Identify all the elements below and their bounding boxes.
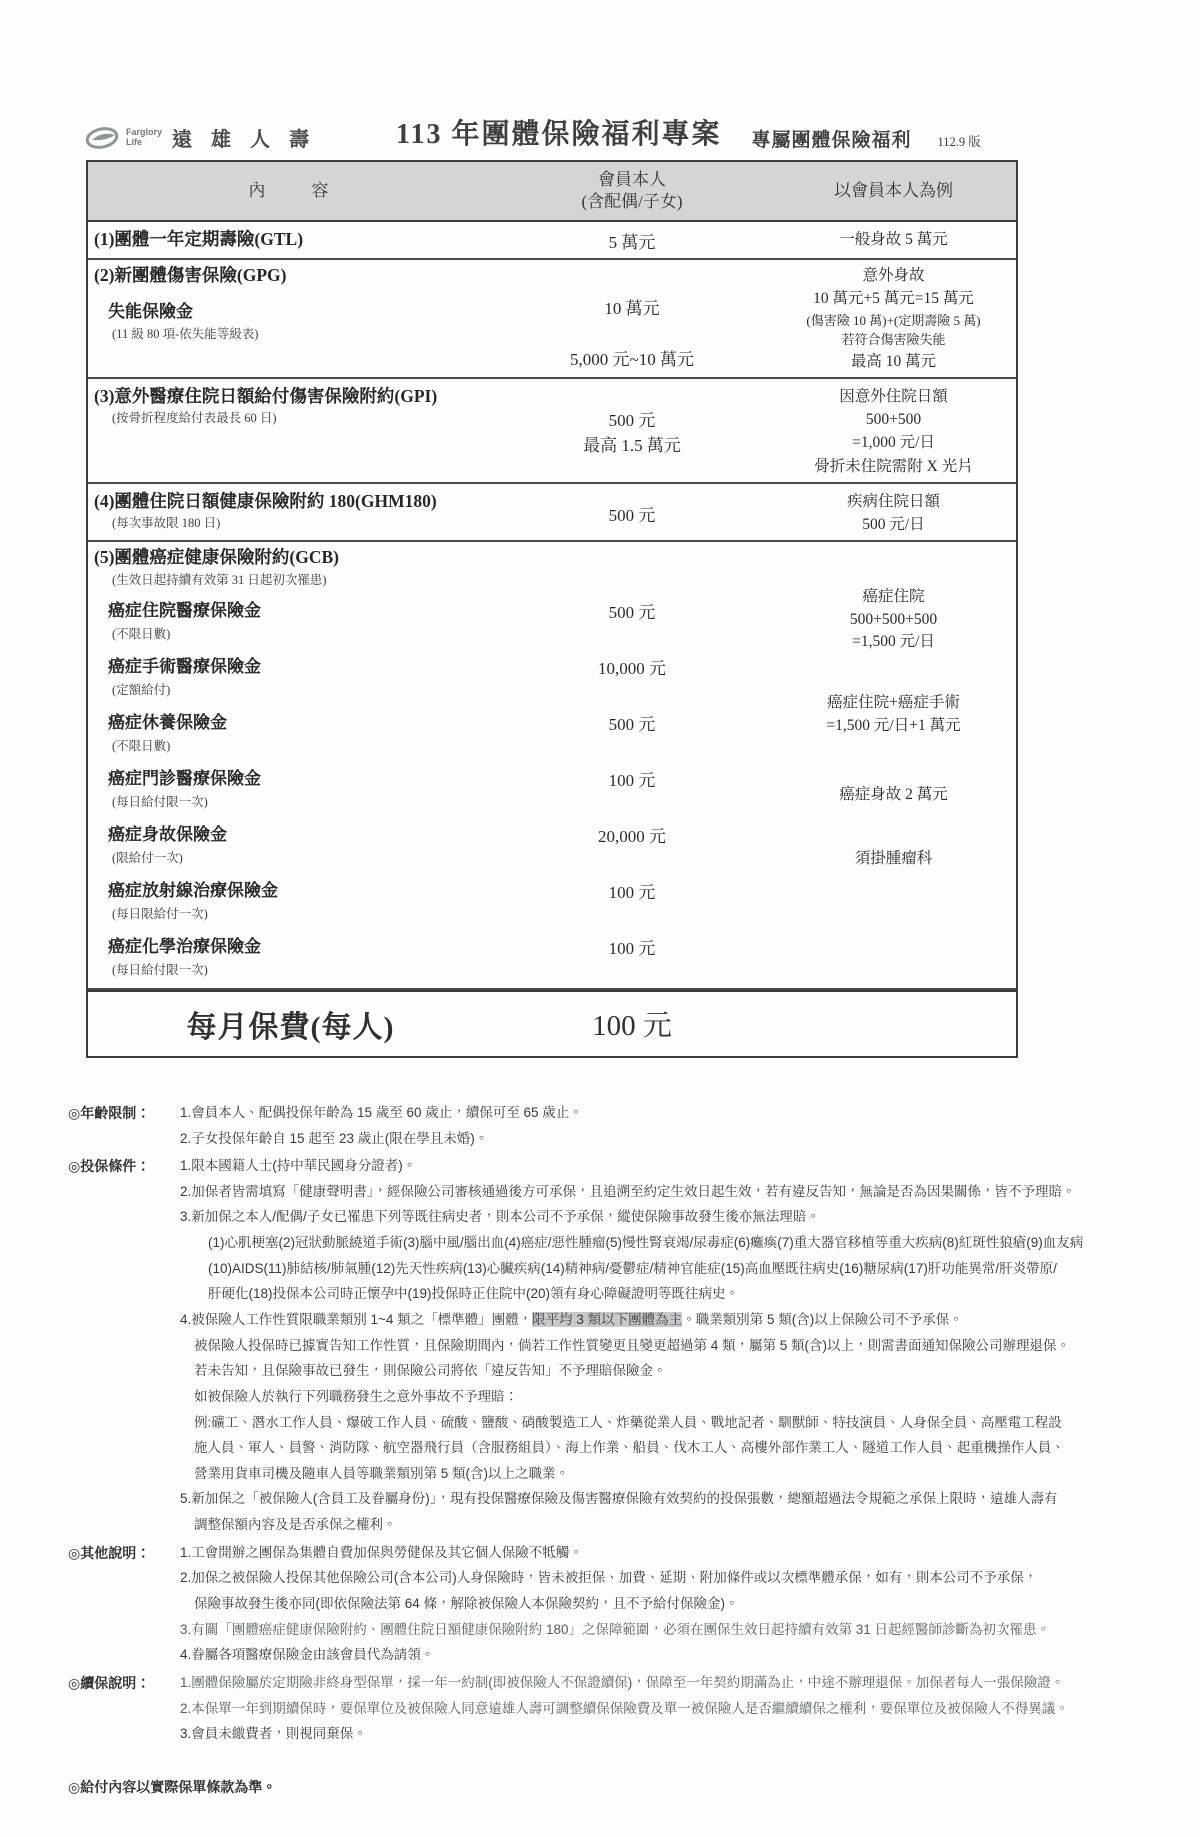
gcb-benefit-list xyxy=(94,588,771,980)
brand-logo xyxy=(86,123,386,152)
table-row-gtl xyxy=(88,222,1016,260)
note-renewal-body xyxy=(180,1670,1125,1747)
gcb-benefit-note: (每日給付限一次) xyxy=(112,962,208,977)
note-line: 1.限本國籍人士(持中華民國身分證者)。 xyxy=(180,1158,417,1174)
gcb-example-surgery-line1: 癌症住院+癌症手術 xyxy=(827,694,960,712)
gpg-amount-cell xyxy=(493,260,771,377)
note-insure-title: ◎投保條件： xyxy=(68,1158,151,1175)
gcb-benefit-cell xyxy=(94,644,493,700)
gcb-benefit-row xyxy=(94,924,771,980)
table-row-gpg xyxy=(88,260,1016,379)
gpi-example-cell xyxy=(771,379,1016,482)
gpg-example-line2: 10 萬元+5 萬元=15 萬元 xyxy=(813,290,974,308)
gcb-benefit-cell xyxy=(94,700,493,756)
farglory-logo-icon xyxy=(86,127,120,149)
gpg-name: (2)新團體傷害保險(GPG) xyxy=(94,265,287,285)
gcb-benefit-amount: 100 元 xyxy=(608,882,656,902)
gcb-benefit-label: 癌症身故保險金 xyxy=(108,824,227,844)
note-line: 例:礦工、潛水工作人員、爆破工作人員、硫酸、鹽酸、硝酸製造工人、炸藥從業人員、戰地記者、馴獸師、特技演員、人身保全員、高壓電工程設 xyxy=(194,1414,1062,1430)
gcb-benefit-note: (每日給付限一次) xyxy=(112,794,208,809)
premium-label: 每月保費(每人) xyxy=(186,1010,395,1044)
gcb-benefit-row xyxy=(94,868,771,924)
gpi-example-line2: 500+500 xyxy=(865,411,922,428)
header-right xyxy=(751,125,980,152)
note-line: 5.新加保之「被保險人(含員工及眷屬身份)」，現有投保醫療保險及傷害醫療保險有效契約的投保張數，總額超過法令規範之承保上限時，遠雄人壽有 xyxy=(180,1491,1058,1507)
gcb-benefit-label: 癌症門診醫療保險金 xyxy=(108,768,261,788)
gpi-amount-1: 500 元 xyxy=(608,411,656,431)
gpg-content-cell xyxy=(88,260,493,377)
gcb-benefit-row xyxy=(94,756,771,812)
brand-name-en xyxy=(126,128,162,147)
note-renewal xyxy=(68,1670,1125,1747)
gpi-name: (3)意外醫療住院日額給付傷害保險附約(GPI) xyxy=(94,385,438,406)
note-line: 3.有關「團體癌症健康保險附約、團體住院日額健康保險附約 180」之保障範圍，必須在團保生效日起持續有效第 31 日起經醫師診斷為初次罹患。 xyxy=(180,1621,1051,1637)
gcb-example-surgery-line2: =1,500 元/日+1 萬元 xyxy=(826,716,961,734)
column-header-content: 內 容 xyxy=(248,180,333,200)
gcb-benefit-label: 癌症手術醫療保險金 xyxy=(108,656,261,676)
gcb-note: (生效日起持續有效第 31 日起初次罹患) xyxy=(112,572,327,587)
version-label: 112.9 版 xyxy=(937,135,981,149)
gcb-benefit-note: (不限日數) xyxy=(112,738,171,753)
gpi-example-line1: 因意外住院日額 xyxy=(839,387,948,405)
note-age-limit xyxy=(68,1100,1125,1151)
gcb-benefit-amount: 10,000 元 xyxy=(598,658,666,678)
gcb-benefit-label: 癌症住院醫療保險金 xyxy=(108,600,261,620)
table-header-row xyxy=(88,162,1016,222)
note-line: 1.工會開辦之團保為集體自費加保與勞健保及其它個人保險不牴觸。 xyxy=(180,1544,583,1560)
ghm180-content-cell xyxy=(88,484,493,541)
note-line: 保險事故發生後亦同(即依保險法第 64 條，解除被保險人本保險契約，且不予給付保險金)。 xyxy=(194,1596,739,1612)
column-header-member-line2: (含配偶/子女) xyxy=(581,192,683,211)
gcb-benefit-note: (限給付一次) xyxy=(112,850,183,865)
gcb-benefit-amount: 100 元 xyxy=(608,770,656,790)
gcb-benefit-note: (不限日數) xyxy=(112,626,171,641)
gcb-benefit-amount: 100 元 xyxy=(608,938,656,958)
gcb-example-hospital-line1: 癌症住院 xyxy=(862,588,925,606)
gpg-example-line5: 最高 10 萬元 xyxy=(850,352,937,370)
gcb-example-oncology: 須掛腫瘤科 xyxy=(854,850,933,868)
gpi-example-line3: =1,000 元/日 xyxy=(852,434,935,452)
note-line: 2.子女投保年齡自 15 起至 23 歲止(限在學且未婚)。 xyxy=(180,1130,489,1146)
note-line: 1.團體保險屬於定期險非終身型保單，採一年一約制(即被保險人不保證續保)，保障至一年契約期滿為止，中途不辦理退保。加保者每人一張保險證。 xyxy=(180,1674,1065,1690)
notes-section xyxy=(68,1100,1125,1797)
table-row-premium xyxy=(88,990,1016,1056)
column-header-member xyxy=(493,169,771,213)
gpg-example-line1: 意外身故 xyxy=(862,267,925,284)
ghm180-amount: 500 元 xyxy=(608,505,656,525)
gcb-benefit-note: (定額給付) xyxy=(112,682,171,697)
note-line: 調整保額內容及是否承保之權利。 xyxy=(194,1517,397,1533)
gcb-benefit-row xyxy=(94,812,771,868)
note-line: 3.新加保之本人/配偶/子女已罹患下列等既往病史者，則本公司不予承保，縱使保險事故發生後亦無法理賠。 xyxy=(180,1209,820,1225)
ghm180-note: (每次事故限 180 日) xyxy=(112,516,221,531)
premium-amount: 100 元 xyxy=(592,1010,672,1043)
gpi-note: (按骨折程度給付表最長 60 日) xyxy=(112,411,277,426)
note-occupation-pre: 4.被保險人工作性質限職業類別 1~4 類之「標準體」團體， xyxy=(180,1312,533,1327)
note-line: 2.加保者皆需填寫「健康聲明書」，經保險公司審核通過後方可承保，且追溯至約定生效日起生效，若有違反告知，無論是否為因果關係，皆不予理賠。 xyxy=(180,1183,1076,1199)
document-header xyxy=(86,112,1125,152)
note-other-body xyxy=(180,1540,1125,1668)
note-occupation-highlight: 限平均 3 類以下團體為主 xyxy=(532,1312,683,1327)
note-age-title: ◎年齡限制： xyxy=(68,1104,151,1121)
table-row-gpi xyxy=(88,379,1016,484)
gcb-benefit-amount: 500 元 xyxy=(608,602,656,622)
note-line: 如被保險人於執行下列職務發生之意外事故不予理賠： xyxy=(194,1388,518,1404)
gtl-amount: 5 萬元 xyxy=(608,232,656,252)
brand-name-en-top: Farglory xyxy=(126,127,163,138)
gcb-example-death: 癌症身故 2 萬元 xyxy=(839,786,948,804)
gcb-benefit-amount: 20,000 元 xyxy=(598,826,666,846)
brand-name-cn: 遠 雄 人 壽 xyxy=(172,129,317,151)
note-line: 1.會員本人、配偶投保年齡為 15 歲至 60 歲止，續保可至 65 歲止。 xyxy=(180,1104,583,1120)
gcb-example-hospital-line3: =1,500 元/日 xyxy=(852,633,935,651)
page-title: 113 年團體保險福利專案 xyxy=(396,119,722,150)
gpi-amount-2: 最高 1.5 萬元 xyxy=(583,436,681,456)
gcb-benefit-label: 癌症放射線治療保險金 xyxy=(108,880,278,900)
gcb-benefit-amount: 500 元 xyxy=(608,714,656,734)
gcb-benefit-label: 癌症化學治療保險金 xyxy=(108,936,261,956)
gcb-left-section xyxy=(88,542,771,988)
ghm180-example-cell xyxy=(771,484,1016,541)
note-other-title: ◎其他說明： xyxy=(68,1544,151,1561)
gcb-example-hospital-line2: 500+500+500 xyxy=(849,610,938,628)
gcb-benefit-cell xyxy=(94,812,493,868)
final-disclaimer: ◎給付內容以實際保單條款為準。 xyxy=(68,1778,277,1795)
note-insure-conditions xyxy=(68,1153,1125,1538)
note-insure-body xyxy=(180,1153,1125,1538)
gpi-content-cell xyxy=(88,379,493,482)
gpg-example-line4: 若符合傷害險失能 xyxy=(841,332,946,347)
note-line: 2.本保單一年到期續保時，要保單位及被保險人同意遠雄人壽可調整續保保險費及單一被保險人是否繼續續保之權利，要保單位及被保險人不得異議。 xyxy=(180,1700,1069,1716)
gcb-benefit-label: 癌症休養保險金 xyxy=(108,712,227,732)
ghm180-example-line2: 500 元/日 xyxy=(862,516,925,533)
gpg-amount-2: 5,000 元~10 萬元 xyxy=(570,350,694,370)
column-header-member-line1: 會員本人 xyxy=(598,169,666,189)
brand-name-en-bottom: Life xyxy=(126,136,143,147)
gpg-example-cell xyxy=(771,260,1016,377)
gcb-example-hospital xyxy=(771,586,1016,653)
gcb-benefit-cell xyxy=(94,588,493,644)
note-line: 2.加保之被保險人投保其他保險公司(含本公司)人身保險時，皆未被拒保、加費、延期、附加條件或以次標準體承保，如有，則本公司不予承保， xyxy=(180,1570,1038,1586)
note-line: (10)AIDS(11)肺結核/肺氣腫(12)先天性疾病(13)心臟疾病(14)精神病/憂鬱症/精神官能症(15)高血壓既往病史(16)糖尿病(17)肝功能異常/肝炎帶原/ xyxy=(208,1260,1057,1276)
note-line: 營業用貨車司機及隨車人員等職業類別第 5 類(含)以上之職業。 xyxy=(194,1465,569,1481)
gcb-benefit-row xyxy=(94,644,771,700)
gcb-benefit-cell xyxy=(94,756,493,812)
note-line: (1)心肌梗塞(2)冠狀動脈繞道手術(3)腦中風/腦出血(4)癌症/惡性腫瘤(5)慢性腎衰竭/尿毒症(6)癱瘓(7)重大器官移植等重大疾病(8)紅斑性狼瘡(9)血友病 xyxy=(208,1235,1084,1251)
note-line-occupation xyxy=(180,1307,1125,1333)
gtl-example: 一般身故 5 萬元 xyxy=(839,231,948,249)
ghm180-name: (4)團體住院日額健康保險附約 180(GHM180) xyxy=(94,490,437,511)
gcb-name: (5)團體癌症健康保險附約(GCB) xyxy=(94,547,339,568)
note-occupation-post: 。職業類別第 5 類(含)以上保險公司不予承保。 xyxy=(682,1312,963,1327)
policy-table xyxy=(86,160,1018,1058)
note-line: 4.眷屬各項醫療保險金由該會員代為請領。 xyxy=(180,1647,435,1663)
ghm180-example-line1: 疾病住院日額 xyxy=(846,492,940,510)
gcb-benefit-cell xyxy=(94,924,493,980)
header-tagline: 專屬團體保險福利 xyxy=(751,130,912,151)
gpg-amount-1: 10 萬元 xyxy=(604,299,660,319)
gpi-amount-cell xyxy=(493,379,771,482)
gpg-sub-benefit: 失能保險金 xyxy=(108,301,193,321)
gcb-example-section xyxy=(771,542,1016,988)
table-row-gcb xyxy=(88,542,1016,990)
gpg-sub-note: (11 級 80 項-依失能等級表) xyxy=(112,326,259,341)
gcb-benefit-row xyxy=(94,700,771,756)
note-age-body xyxy=(180,1100,1125,1151)
note-line: 肝硬化(18)投保本公司時正懷孕中(19)投保時正住院中(20)領有身心障礙證明等既往病史。 xyxy=(208,1286,740,1302)
gcb-benefit-note: (每日限給付一次) xyxy=(112,906,208,921)
note-renewal-title: ◎續保說明： xyxy=(68,1674,151,1691)
gtl-name: (1)團體一年定期壽險(GTL) xyxy=(94,229,304,250)
note-line: 施人員、軍人、員警、消防隊、航空器飛行員（含服務組員）、海上作業、船員、伐木工人、高樓外部作業工人、隧道工作人員、起重機操作人員、 xyxy=(194,1440,1065,1456)
note-line: 被保險人投保時已據實告知工作性質，且保險期間內，倘若工作性質變更且變更超過第 4 類，屬第 5 類(含)以上，則需書面通知保險公司辦理退保。 xyxy=(194,1337,1071,1353)
note-other xyxy=(68,1540,1125,1668)
gcb-example-surgery xyxy=(771,692,1016,737)
note-line: 若未告知，且保險事故已發生，則保險公司將依「違反告知」不予理賠保險金。 xyxy=(194,1363,667,1379)
note-line: 3.會員未繳費者，則視同棄保。 xyxy=(180,1726,367,1742)
gcb-benefit-row xyxy=(94,588,771,644)
gpg-example-line3: (傷害險 10 萬)+(定期壽險 5 萬) xyxy=(806,312,981,328)
gcb-benefit-cell xyxy=(94,868,493,924)
gpi-example-line4: 骨折未住院需附 X 光片 xyxy=(814,457,973,475)
column-header-example: 以會員本人為例 xyxy=(834,180,953,200)
table-row-ghm180 xyxy=(88,484,1016,543)
